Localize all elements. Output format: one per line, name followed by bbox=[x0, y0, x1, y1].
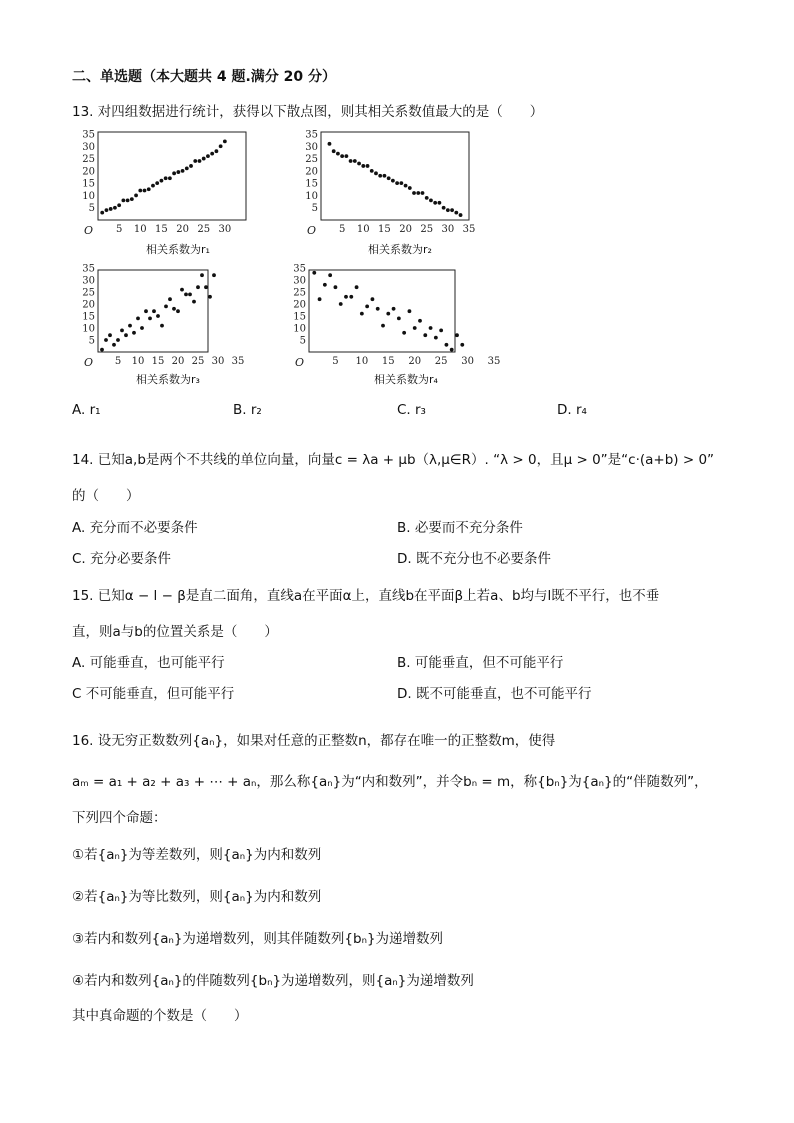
data-point bbox=[117, 203, 121, 207]
plot-caption-r1: 相关系数为r₁ bbox=[146, 243, 210, 256]
data-point bbox=[425, 196, 429, 200]
x-tick-label: 10 bbox=[356, 224, 370, 235]
q15-stem-line2: 直，则a与b的位置关系是（ ） bbox=[72, 624, 278, 640]
data-point bbox=[100, 348, 104, 352]
x-tick-label: 10 bbox=[131, 356, 145, 367]
data-point bbox=[455, 333, 459, 337]
y-tick-label: 30 bbox=[293, 275, 306, 287]
data-point bbox=[212, 273, 216, 277]
plot-caption-r4: 相关系数为r₄ bbox=[374, 373, 438, 386]
data-point bbox=[188, 293, 192, 297]
y-tick-label: 15 bbox=[293, 311, 306, 323]
data-point bbox=[392, 307, 396, 311]
data-point bbox=[132, 331, 136, 335]
data-point bbox=[433, 201, 437, 205]
data-point bbox=[412, 191, 416, 195]
y-tick-label: 10 bbox=[82, 323, 95, 335]
data-point bbox=[339, 302, 343, 306]
data-point bbox=[147, 187, 151, 191]
x-tick-label: 20 bbox=[408, 356, 422, 367]
data-point bbox=[138, 189, 142, 193]
data-point bbox=[144, 309, 148, 313]
x-tick-label: 30 bbox=[461, 356, 474, 367]
y-tick-label: 15 bbox=[82, 178, 95, 190]
q15-option-c[interactable]: C 不可能垂直，但可能平行 bbox=[72, 686, 235, 702]
y-tick-label: 5 bbox=[88, 335, 95, 347]
data-point bbox=[340, 154, 344, 158]
data-point bbox=[370, 169, 374, 173]
x-tick-label: 15 bbox=[381, 356, 395, 367]
data-point bbox=[434, 336, 438, 340]
q14-option-a[interactable]: A. 充分而不必要条件 bbox=[72, 520, 198, 536]
origin-label: O bbox=[307, 224, 317, 237]
data-point bbox=[336, 152, 340, 156]
y-tick-label: 20 bbox=[82, 166, 95, 178]
data-point bbox=[155, 181, 159, 185]
data-point bbox=[439, 329, 443, 333]
x-tick-label: 20 bbox=[171, 356, 185, 367]
data-point bbox=[446, 208, 450, 212]
section-heading: 二、单选题（本大题共 4 题.满分 20 分） bbox=[72, 69, 337, 85]
y-tick-label: 25 bbox=[82, 154, 95, 166]
x-tick-label: 30 bbox=[211, 356, 225, 367]
data-point bbox=[160, 324, 164, 328]
data-point bbox=[168, 176, 172, 180]
x-tick-label: 25 bbox=[420, 224, 434, 235]
data-point bbox=[140, 326, 144, 330]
x-tick-label: 15 bbox=[151, 356, 165, 367]
data-point bbox=[120, 329, 124, 333]
data-point bbox=[386, 312, 390, 316]
data-point bbox=[361, 164, 365, 168]
data-point bbox=[395, 181, 399, 185]
y-tick-label: 10 bbox=[82, 190, 95, 202]
data-point bbox=[360, 312, 364, 316]
q13-option-b[interactable]: B. r₂ bbox=[233, 402, 262, 418]
x-tick-label: 35 bbox=[487, 356, 501, 367]
q15-stem-line1: 15. 已知α − l − β是直二面角，直线a在平面α上，直线b在平面β上若a、b均与l既不平行，也不垂 bbox=[72, 588, 660, 604]
data-point bbox=[206, 154, 210, 158]
data-point bbox=[108, 333, 112, 337]
data-point bbox=[374, 171, 378, 175]
data-point bbox=[387, 176, 391, 180]
y-tick-label: 30 bbox=[82, 275, 95, 287]
data-point bbox=[112, 343, 116, 347]
data-point bbox=[181, 169, 185, 173]
data-point bbox=[121, 198, 125, 202]
data-point bbox=[402, 331, 406, 335]
x-tick-label: 30 bbox=[218, 224, 232, 235]
y-tick-label: 25 bbox=[305, 154, 318, 166]
plot-caption-r3: 相关系数为r₃ bbox=[136, 373, 200, 386]
data-point bbox=[383, 174, 387, 178]
y-tick-label: 15 bbox=[82, 311, 95, 323]
data-point bbox=[365, 305, 369, 309]
y-tick-label: 20 bbox=[305, 166, 318, 178]
origin-label: O bbox=[84, 356, 94, 369]
q15-option-a[interactable]: A. 可能垂直，也可能平行 bbox=[72, 655, 225, 671]
y-tick-label: 25 bbox=[82, 287, 95, 299]
x-tick-label: 25 bbox=[197, 224, 211, 235]
data-point bbox=[381, 324, 385, 328]
data-point bbox=[459, 213, 463, 217]
data-point bbox=[376, 307, 380, 311]
data-point bbox=[124, 333, 128, 337]
x-tick-label: 10 bbox=[355, 356, 369, 367]
data-point bbox=[200, 273, 204, 277]
scatter-plot-r3 bbox=[72, 264, 272, 374]
data-point bbox=[429, 198, 433, 202]
data-point bbox=[413, 326, 417, 330]
data-point bbox=[151, 184, 155, 188]
data-point bbox=[208, 295, 212, 299]
data-point bbox=[223, 139, 227, 143]
x-tick-label: 5 bbox=[114, 356, 122, 367]
x-tick-label: 20 bbox=[176, 224, 189, 235]
data-point bbox=[164, 176, 168, 180]
q14-option-b[interactable]: B. 必要而不充分条件 bbox=[397, 520, 523, 536]
y-tick-label: 5 bbox=[88, 203, 95, 215]
data-point bbox=[113, 206, 117, 210]
x-tick-label: 15 bbox=[155, 224, 168, 235]
x-tick-label: 35 bbox=[231, 356, 245, 367]
x-tick-label: 5 bbox=[115, 224, 123, 235]
data-point bbox=[180, 288, 184, 292]
q16-stem-line3: 下列四个命题： bbox=[72, 810, 167, 826]
data-point bbox=[378, 174, 382, 178]
data-point bbox=[219, 144, 223, 148]
q16-stem-line1: 16. 设无穷正数数列{aₙ}，如果对任意的正整数n，都存在唯一的正整数m，使得 bbox=[72, 733, 556, 749]
q15-option-b[interactable]: B. 可能垂直，但不可能平行 bbox=[397, 655, 564, 671]
plot-frame bbox=[309, 270, 455, 352]
plot-frame bbox=[321, 132, 469, 220]
data-point bbox=[328, 273, 332, 277]
q13-option-d[interactable]: D. r₄ bbox=[557, 402, 587, 418]
x-tick-label: 25 bbox=[434, 356, 448, 367]
data-point bbox=[202, 157, 206, 161]
y-tick-label: 35 bbox=[82, 129, 95, 141]
data-point bbox=[429, 326, 433, 330]
data-point bbox=[143, 189, 147, 193]
q16-stem-line2: aₘ = a₁ + a₂ + a₃ + ⋯ + aₙ，那么称{aₙ}为“内和数列”，并令bₙ = m，称{bₙ}为{aₙ}的“伴随数列”， bbox=[72, 774, 708, 790]
q14-stem-line2: 的（ ） bbox=[72, 488, 140, 504]
data-point bbox=[399, 181, 403, 185]
data-point bbox=[126, 198, 130, 202]
q14-option-c[interactable]: C. 充分必要条件 bbox=[72, 551, 172, 567]
data-point bbox=[418, 319, 422, 323]
data-point bbox=[445, 343, 449, 347]
data-point bbox=[168, 297, 172, 301]
data-point bbox=[198, 159, 202, 163]
y-tick-label: 30 bbox=[82, 141, 95, 153]
data-point bbox=[318, 297, 322, 301]
x-tick-label: 20 bbox=[399, 224, 412, 235]
data-point bbox=[349, 159, 353, 163]
data-point bbox=[189, 164, 193, 168]
y-tick-label: 35 bbox=[82, 264, 95, 275]
q13-stem: 13. 对四组数据进行统计，获得以下散点图，则其相关系数值最大的是（ ） bbox=[72, 104, 544, 120]
y-tick-label: 25 bbox=[293, 287, 306, 299]
y-tick-label: 15 bbox=[305, 178, 318, 190]
scatter-plot-r4 bbox=[283, 264, 523, 374]
data-point bbox=[357, 162, 361, 166]
data-point bbox=[176, 309, 180, 313]
data-point bbox=[349, 295, 353, 299]
data-point bbox=[408, 309, 412, 313]
x-tick-label: 25 bbox=[191, 356, 205, 367]
data-point bbox=[332, 149, 336, 153]
data-point bbox=[109, 207, 113, 211]
q14-stem-line1: 14. 已知a,b是两个不共线的单位向量，向量c = λa + μb（λ,μ∈R）. “λ > 0，且μ > 0”是“c·(a+b) > 0” bbox=[72, 452, 715, 468]
data-point bbox=[210, 152, 214, 156]
x-tick-label: 15 bbox=[378, 224, 391, 235]
data-point bbox=[196, 285, 200, 289]
data-point bbox=[416, 191, 420, 195]
data-point bbox=[404, 184, 408, 188]
q13-option-a[interactable]: A. r₁ bbox=[72, 402, 101, 418]
data-point bbox=[355, 285, 359, 289]
data-point bbox=[391, 179, 395, 183]
data-point bbox=[450, 208, 454, 212]
q16-statement-2: ②若{aₙ}为等比数列，则{aₙ}为内和数列 bbox=[72, 889, 322, 905]
scatter-plot-r1 bbox=[72, 128, 262, 243]
data-point bbox=[215, 149, 219, 153]
data-point bbox=[136, 317, 140, 321]
data-point bbox=[134, 194, 138, 198]
y-tick-label: 35 bbox=[305, 129, 318, 141]
data-point bbox=[104, 338, 108, 342]
data-point bbox=[176, 170, 180, 174]
data-point bbox=[172, 307, 176, 311]
x-tick-label: 30 bbox=[441, 224, 455, 235]
y-tick-label: 10 bbox=[293, 323, 306, 335]
data-point bbox=[323, 283, 327, 287]
data-point bbox=[408, 186, 412, 190]
data-point bbox=[105, 208, 109, 212]
y-tick-label: 35 bbox=[293, 264, 306, 275]
data-point bbox=[442, 206, 446, 210]
data-point bbox=[192, 300, 196, 304]
data-point bbox=[423, 333, 427, 337]
y-tick-label: 30 bbox=[305, 141, 318, 153]
data-point bbox=[164, 305, 168, 309]
q16-statement-4: ④若内和数列{aₙ}的伴随数列{bₙ}为递增数列，则{aₙ}为递增数列 bbox=[72, 973, 474, 989]
x-tick-label: 5 bbox=[332, 356, 339, 367]
data-point bbox=[460, 343, 464, 347]
x-tick-label: 35 bbox=[462, 224, 476, 235]
data-point bbox=[185, 167, 189, 171]
q15-option-d[interactable]: D. 既不可能垂直，也不可能平行 bbox=[397, 686, 592, 702]
q16-closing: 其中真命题的个数是（ ） bbox=[72, 1008, 248, 1024]
data-point bbox=[397, 317, 401, 321]
origin-label: O bbox=[295, 356, 305, 369]
data-point bbox=[438, 201, 442, 205]
y-tick-label: 20 bbox=[293, 299, 306, 311]
data-point bbox=[334, 285, 338, 289]
q13-option-c[interactable]: C. r₃ bbox=[397, 402, 426, 418]
data-point bbox=[156, 314, 160, 318]
data-point bbox=[116, 338, 120, 342]
scatter-plot-r2 bbox=[295, 128, 485, 243]
y-tick-label: 20 bbox=[82, 299, 95, 311]
data-point bbox=[160, 179, 164, 183]
data-point bbox=[184, 293, 188, 297]
x-tick-label: 10 bbox=[133, 224, 147, 235]
data-point bbox=[100, 211, 104, 215]
y-tick-label: 10 bbox=[305, 190, 318, 202]
data-point bbox=[312, 271, 316, 275]
x-tick-label: 5 bbox=[338, 224, 346, 235]
q14-option-d[interactable]: D. 既不充分也不必要条件 bbox=[397, 551, 551, 567]
data-point bbox=[172, 171, 176, 175]
data-point bbox=[130, 197, 134, 201]
data-point bbox=[344, 154, 348, 158]
q16-statement-1: ①若{aₙ}为等差数列，则{aₙ}为内和数列 bbox=[72, 847, 322, 863]
q16-statement-3: ③若内和数列{aₙ}为递增数列，则其伴随数列{bₙ}为递增数列 bbox=[72, 931, 444, 947]
data-point bbox=[454, 211, 458, 215]
plot-caption-r2: 相关系数为r₂ bbox=[368, 243, 432, 256]
data-point bbox=[148, 317, 152, 321]
data-point bbox=[128, 324, 132, 328]
data-point bbox=[204, 285, 208, 289]
origin-label: O bbox=[84, 224, 94, 237]
y-tick-label: 5 bbox=[299, 335, 306, 347]
data-point bbox=[152, 309, 156, 313]
data-point bbox=[193, 159, 197, 163]
data-point bbox=[366, 164, 370, 168]
data-point bbox=[371, 297, 375, 301]
data-point bbox=[421, 191, 425, 195]
data-point bbox=[344, 295, 348, 299]
data-point bbox=[353, 159, 357, 163]
data-point bbox=[328, 142, 332, 146]
y-tick-label: 5 bbox=[311, 203, 318, 215]
data-point bbox=[450, 348, 454, 352]
